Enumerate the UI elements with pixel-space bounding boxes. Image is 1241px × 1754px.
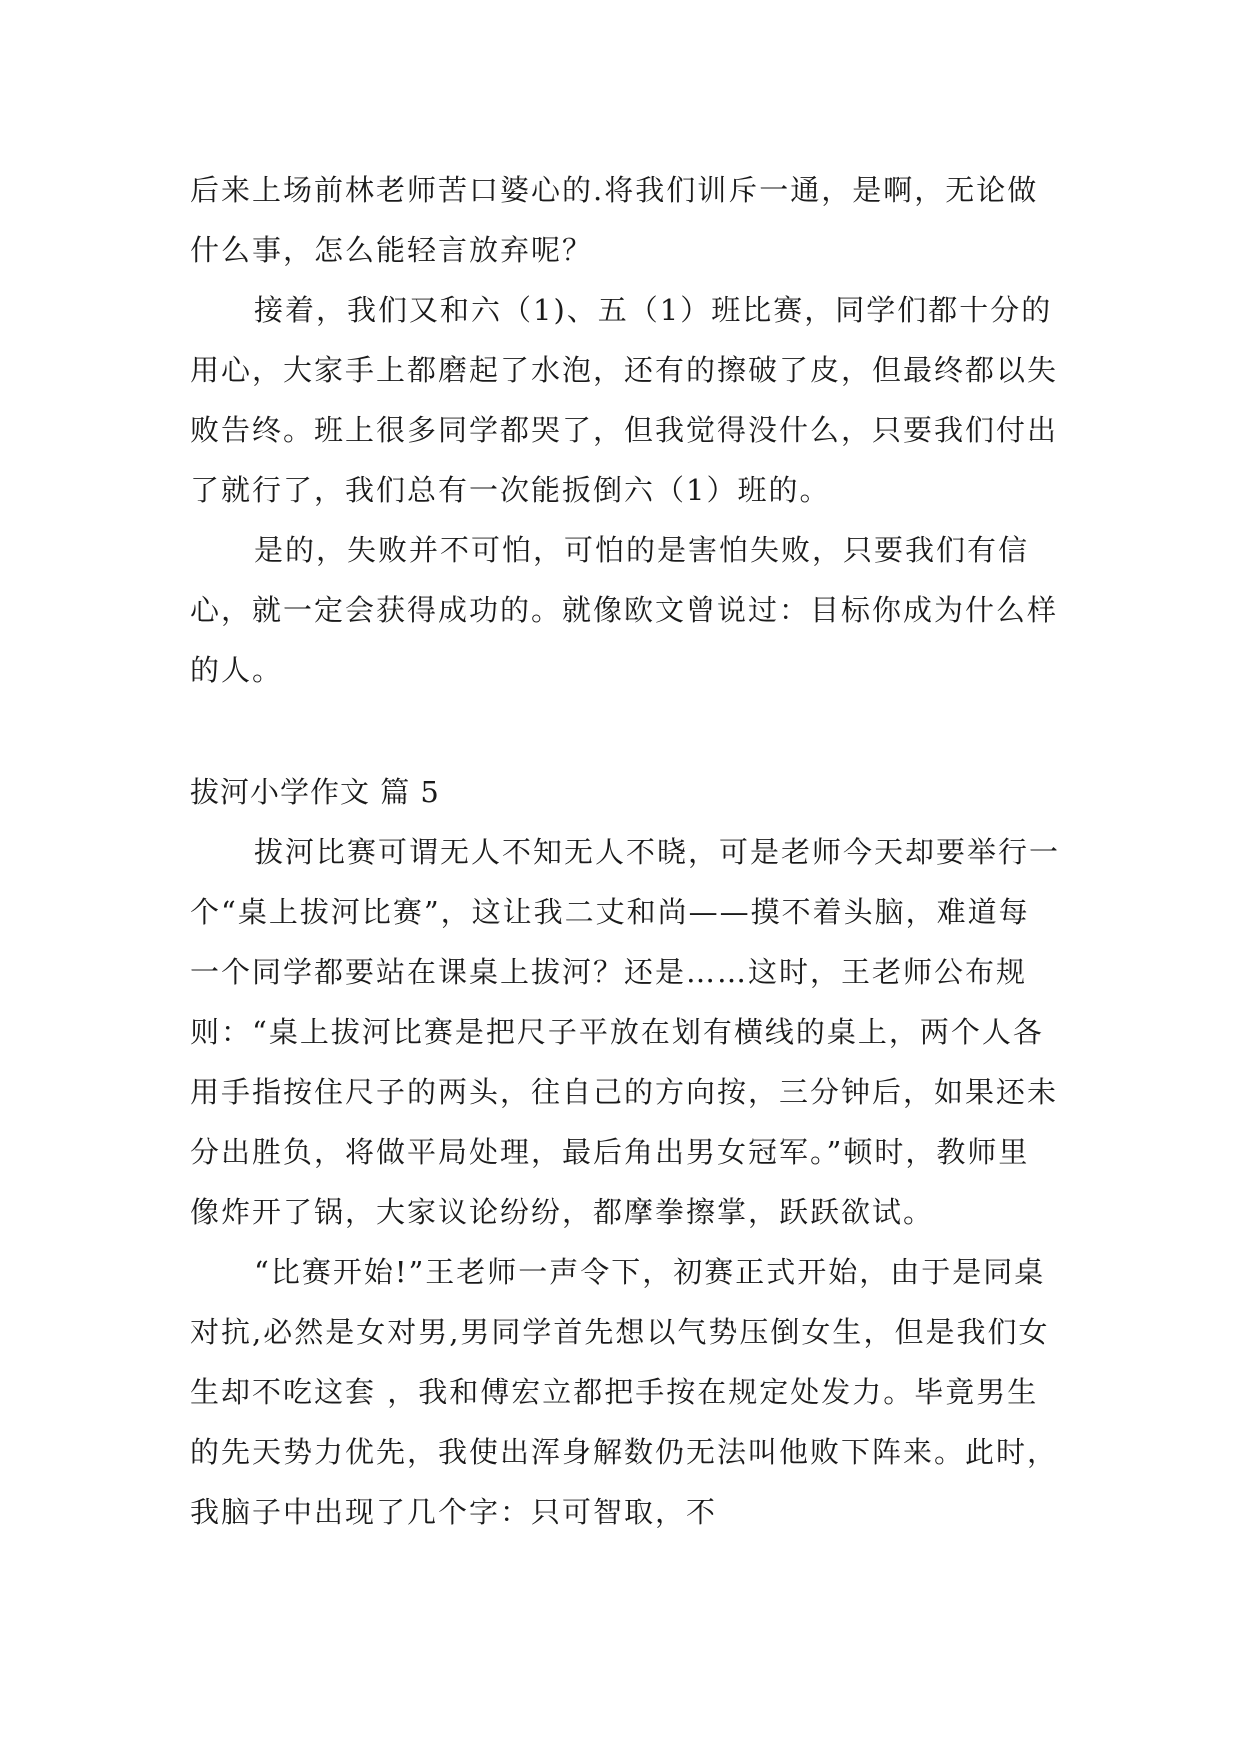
section-title: 拔河小学作文 篇 5 [190,775,440,809]
paragraph: 是的，失败并不可怕，可怕的是害怕失败，只要我们有信心，就一定会获得成功的。就像欧文曾说过：目标你成为什么样的人。 [190,533,1059,687]
document-body [190,160,1060,1542]
paragraph: 拔河比赛可谓无人不知无人不晓，可是老师今天却要举行一个“桌上拔河比赛”，这让我二丈和尚——摸不着头脑，难道每一个同学都要站在课桌上拔河？还是……这时，王老师公布规则：“桌上拔河比赛是把尺子平放在划有横线的桌上，两个人各用手指按住尺子的两头，往自己的方向按，三分钟后，如果还未分出胜负，将做平局处理，最后角出男女冠军。”顿时，教师里像炸开了锅，大家议论纷纷，都摩拳擦掌，跃跃欲试。 [190,835,1061,1229]
paragraph: “比赛开始!”王老师一声令下，初赛正式开始，由于是同桌对抗,必然是女对男,男同学首先想以气势压倒女生，但是我们女生却不吃这套 ，我和傅宏立都把手按在规定处发力。毕竟男生的先天势力优先，我使出浑身解数仍无法叫他败下阵来。此时，我脑子中出现了几个字：只可智取，不 [190,1255,1059,1529]
paragraph: 接着，我们又和六（1)、五（1）班比赛，同学们都十分的用心，大家手上都磨起了水泡，还有的擦破了皮，但最终都以失败告终。班上很多同学都哭了，但我觉得没什么，只要我们付出了就行了，我们总有一次能扳倒六（1）班的。 [190,293,1059,507]
paragraph: 后来上场前林老师苦口婆心的.将我们训斥一通，是啊，无论做什么事，怎么能轻言放弃呢？ [190,173,1039,267]
